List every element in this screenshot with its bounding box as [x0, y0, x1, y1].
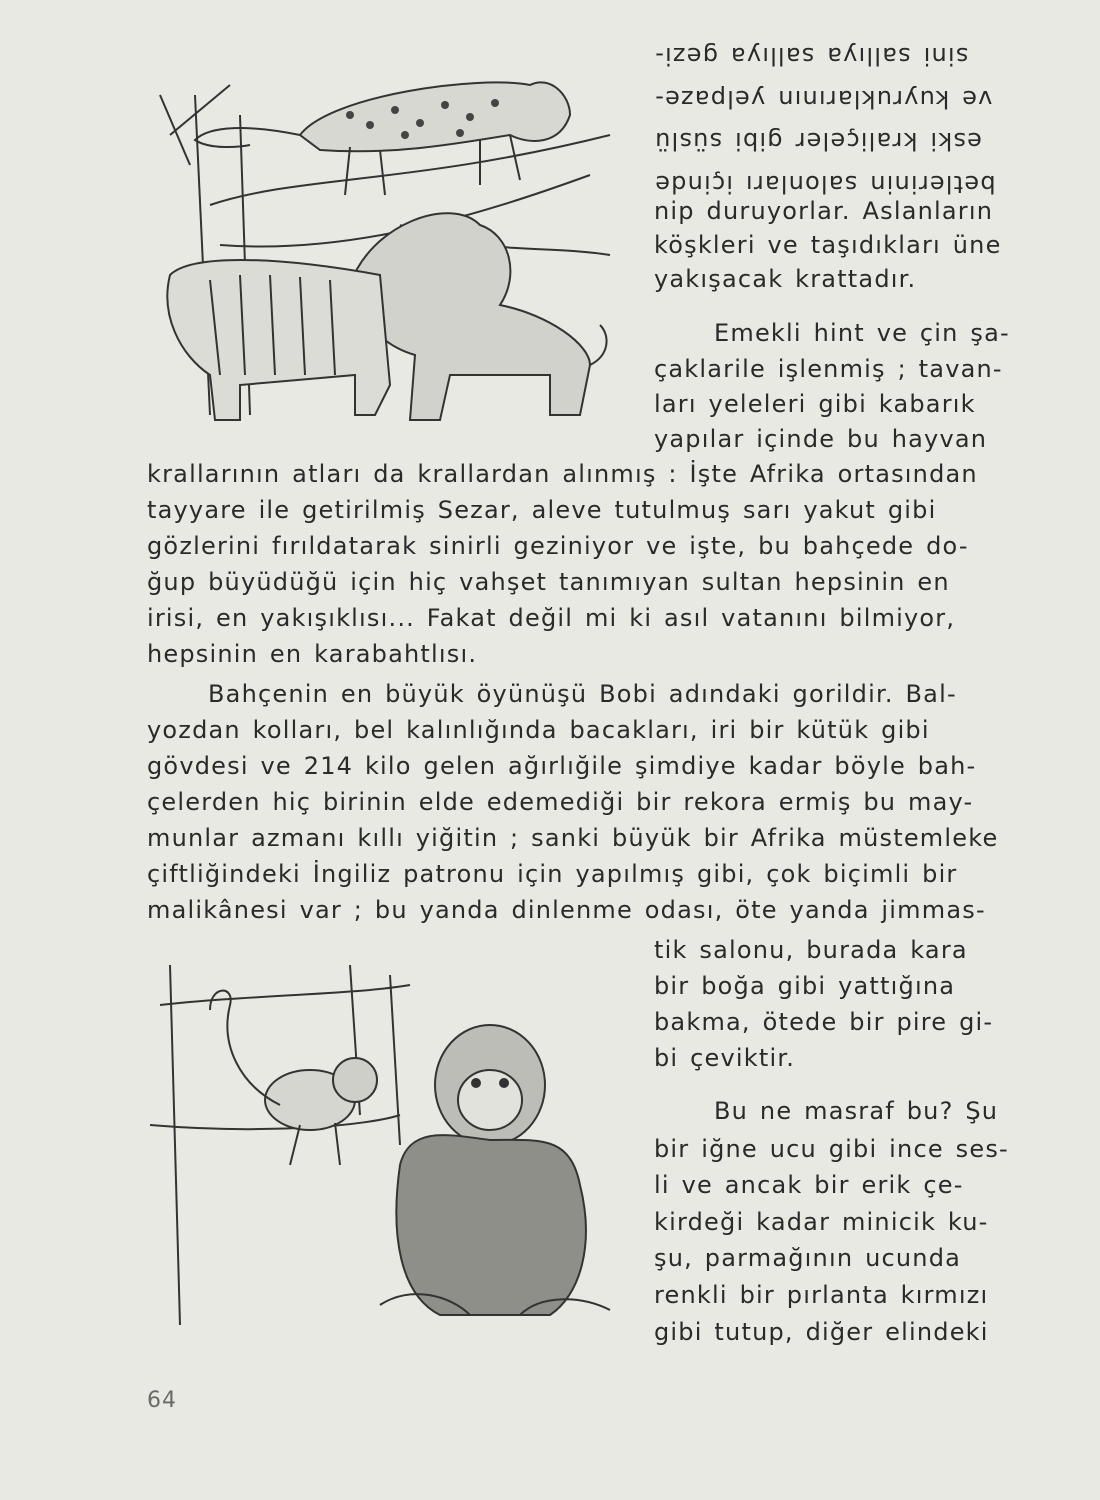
text-line: çaklarile işlenmiş ; tavan- [654, 355, 1003, 383]
text-line: tik salonu, burada kara [654, 936, 968, 964]
text-line: li ve ancak bir erik çe- [654, 1171, 964, 1199]
text-line: tayyare ile getirilmiş Sezar, aleve tutulmuş sarı yakut gibi [147, 496, 937, 524]
text-line: bi çeviktir. [654, 1044, 796, 1072]
upside-down-line: sini sallıya sallıya gezi- [654, 42, 969, 70]
monkeys-illustration [150, 965, 630, 1345]
text-line: yakışacak krattadır. [654, 265, 917, 293]
big-cats-illustration [150, 55, 630, 455]
text-line: Emekli hint ve çin şa- [714, 319, 1010, 347]
text-line: kirdeği kadar minicik ku- [654, 1208, 989, 1236]
text-line: Bahçenin en büyük öyünüşü Bobi adındaki gorildir. Bal- [208, 680, 957, 708]
upside-down-line: betlerinin salonları içinde [654, 170, 996, 198]
text-line: yapılar içinde bu hayvan [654, 425, 988, 453]
text-line: köşkleri ve taşıdıkları üne [654, 231, 1002, 259]
text-line: malikânesi var ; bu yanda dinlenme odası, öte yanda jimmas- [147, 896, 986, 924]
page-number: 64 [147, 1388, 177, 1413]
upside-down-line: ve kuyruklarının yelpaze- [654, 85, 993, 113]
text-line: munlar azmanı kıllı yiğitin ; sanki büyük bir Afrika müstemleke [147, 824, 999, 852]
text-line: krallarının atları da krallardan alınmış : İşte Afrika ortasından [147, 460, 978, 488]
text-line: gözlerini fırıldatarak sinirli geziniyor ve işte, bu bahçede do- [147, 532, 969, 560]
text-line: çiftliğindeki İngiliz patronu için yapılmış gibi, çok biçimli bir [147, 860, 958, 888]
upside-down-line: eski kraliçeler gibi süslü [654, 127, 982, 155]
text-line: çelerden hiç birinin elde edemediği bir rekora ermiş bu may- [147, 788, 974, 816]
text-line: irisi, en yakışıklısı... Fakat değil mi ki asıl vatanını bilmiyor, [147, 604, 956, 632]
text-line: ğup büyüdüğü için hiç vahşet tanımıyan sultan hepsinin en [147, 568, 950, 596]
text-line: ları yeleleri gibi kabarık [654, 390, 976, 418]
text-line: bakma, ötede bir pire gi- [654, 1008, 994, 1036]
text-line: renkli bir pırlanta kırmızı [654, 1281, 989, 1309]
text-line: yozdan kolları, bel kalınlığında bacakları, iri bir kütük gibi [147, 716, 930, 744]
text-line: gibi tutup, diğer elindeki [654, 1318, 989, 1346]
text-line: şu, parmağının ucunda [654, 1244, 962, 1272]
text-line: bir boğa gibi yattığına [654, 972, 956, 1000]
text-line: Bu ne masraf bu? Şu [714, 1097, 999, 1125]
text-line: gövdesi ve 214 kilo gelen ağırlığile şimdiye kadar böyle bah- [147, 752, 977, 780]
text-line: nip duruyorlar. Aslanların [654, 197, 994, 225]
text-line: bir iğne ucu gibi ince ses- [654, 1135, 1009, 1163]
text-line: hepsinin en karabahtlısı. [147, 640, 478, 668]
